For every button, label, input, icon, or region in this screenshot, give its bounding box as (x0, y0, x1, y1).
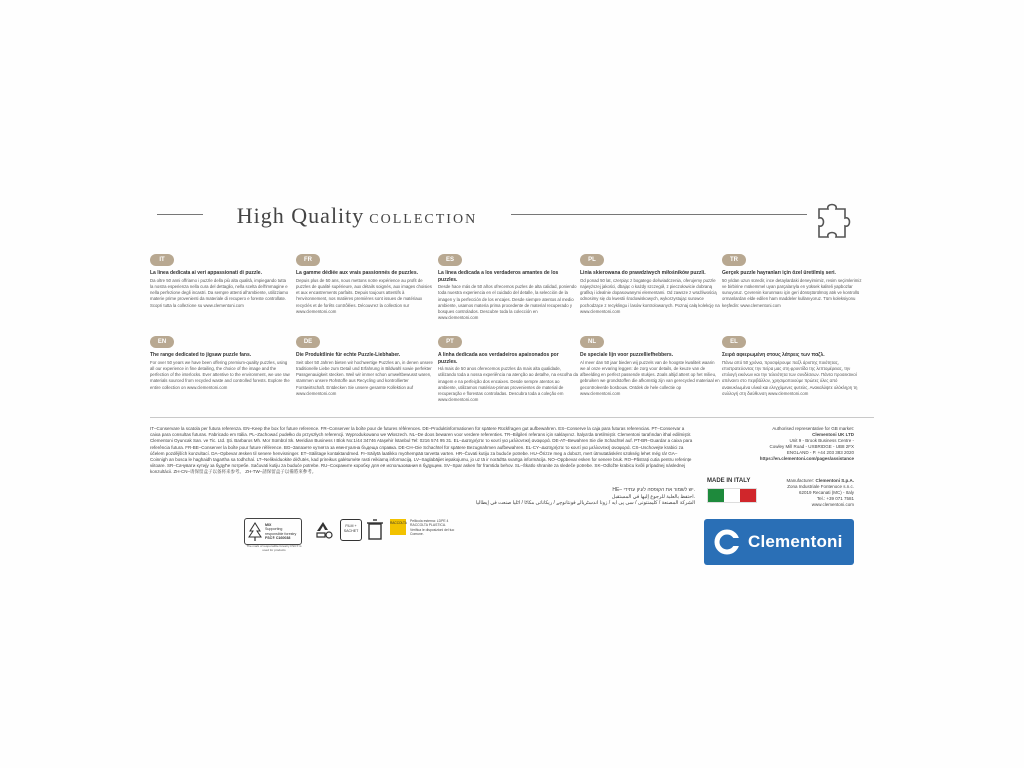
lang-title: A linha dedicada aos verdadeiros apaixonados por puzzles. (438, 352, 559, 365)
legal-ur: الشركة المصنعة / کلیمنتونی / سی پی ایه / زونا اندسٹریالے فونتانوچے / ریکاناتی مکاٹا / اٹلیا صنعت في إيطاليا (475, 500, 695, 506)
logo-text: Clementoni (748, 532, 843, 551)
gb-representative (700, 426, 854, 462)
lang-block-it (150, 248, 290, 309)
lang-title: Σειρά αφιερωμένη στους λάτρεις των παζλ. (722, 352, 825, 358)
legal-ar: احتفظ بالعلبة للرجوع إليها في المستقبل. (611, 493, 695, 500)
made-in-label: MADE IN ITALY (707, 478, 751, 484)
manu-url: www.clementoni.com (811, 502, 854, 507)
lang-badge: ES (438, 254, 462, 266)
legal-notice: IT–Conservare la scatola per futura referenza. EN–Keep the box for future reference. FR–Conserver la boîte pour de futures références. DE–Produktinformationen für spätere Rückfragen gut aufbewahren. ES–Conserve la caja para futuras referencias. PT–Conservar a caixa para consultas futuras. Fabricado em Itália. PL–Zachować pudełko do przyszłych referencji. Wyprodukowano we Włoszech. NL–De doos bewaren voor verdere referenties. TR–Bilgileri referans için saklayınız. İtalya'da üretilmiştir. Clementoni tarafından ithal edilmiştir. Clementoni Oyuncak San. ve Tic. Ltd. Şti. Barbaros Mh. Mor Sümbül Sk. Meridian Business I Blok No:1/44 34746 Ataşehir İstanbul Tel: 0216 574 95 31. EL–Διατηρήστε το κουτί για μελλοντική αναφορά. DE-AT–Bewahren Sie die Schachtel auf. PT-BR–Guardar a caixa para referência futura. FR-BE–Conserver la boîte pour future référence. BG–Запазете кутията за евентуална бъдеща справка. DE-CH–Die Schachtel für spätere Bezugnahmen aufbewahren. EL-CY–Διατηρήστε το κουτί για μελλοντική αναφορά. CS–Uschovejte krabici za účelem pozdějších konzultací. DA–Opbevar æsken til senere henvisninger. ET–Säilitage kontaktandmed. FI–Säilytä laatikko myöhempää tarvetta varten. HR–Čuvati kutiju za buduće potrebe. HU–Őrizze meg a dobozt, mert útmutatásként szükség lehet még rá! GA–Coinnigh an bosca le haghaidh tagartha sa todhchaí. LT–Nelikviduokite dėžutės, kad prireikus galėtumėte rasti reikiamą informaciją. LV–Saglabājiet iepakojumu, jo uz tā ir norādīta svarīga informācija. NO–Oppbevar esken for senere bruk. RO–Păstrați cutia pentru referințe viitoare. SR–Сачувати кутију за будуће потребе. Sačuvati kutiju za buduće potrebe. RU–Сохраните коробку для её использования в будущем. SV–Spar asken för framtida behov. SL–Škatlo shranite za sledeče potrebe. SK–Odložte krabicu kvôli prípadnej následnej konzultácii. ZH-CN–请保留盒子以备将来参考。 ZH-TW–請保留盒子以備將來參考。 (150, 426, 693, 475)
raccolta-note: Pellicola esterna: LDPE 4 RACCOLTA PLASTICA. Verifica le disposizioni del tuo Comune. (410, 519, 455, 536)
lang-block-fr (296, 248, 436, 315)
lang-title: De speciale lijn voor puzzelliefhebbers. (580, 352, 674, 358)
rep-line: Cowley Mill Road - UXBRIDGE - UB8 2FX (769, 444, 854, 449)
lang-body: Seit über 50 Jahren bieten wir hochwertige Puzzles an, in denen unsere traditionelle Liebe zum Detail und Erfahrung in Bildwahl sowie perfekter Passgenauigkeit stecken. Weil wir immer schon umweltbewusst waren, stammen unsere Rohstoffe aus Recycling und kontrollierter Forstwirtschaft. Entdecken Sie unsere gesamte Kollektion auf www.clementoni.com (296, 359, 433, 396)
lang-badge: FR (296, 254, 320, 266)
lang-title: La línea dedicada a los verdaderos amantes de los puzzles. (438, 270, 559, 283)
manu-line: Zona Industriale Fontenoce s.n.c. (787, 484, 854, 489)
lang-block-es (438, 248, 578, 322)
clementoni-logo (704, 519, 854, 565)
lang-badge: DE (296, 336, 320, 348)
fsc-tree-icon (248, 522, 262, 542)
lang-title: Die Produktlinie für echte Puzzle-Liebhaber. (296, 352, 401, 358)
collection-title (209, 203, 505, 229)
lang-title: Linia skierowana do prawdziwych miłośników puzzli. (580, 270, 706, 276)
section-divider (150, 417, 874, 418)
fsc-label (244, 518, 302, 545)
film-sachet-label: FILM + SACHET (340, 519, 362, 541)
header-rule-left (157, 214, 203, 215)
puzzle-piece-icon (814, 199, 854, 243)
lang-title: La gamme dédiée aux vrais passionnés de puzzles. (296, 270, 418, 276)
lang-block-pt (438, 330, 578, 404)
lang-body: Da oltre 50 anni offriamo i puzzle della più alta qualità, impiegando tutta la nostra esperienza nella cura del dettaglio, nella scelta dell'immagine e nella perfezione degli incastri. Da sempre attenti all'ambiente, utilizziamo materie prime provenienti da materiale di recupero e foreste controllate. Scopri tutta la collezione su www.clementoni.com (150, 277, 289, 308)
rep-line: Unit 9 - Brook Business Centre - (789, 438, 854, 443)
lang-body: Há mais de 50 anos oferecemos puzzles da mais alta qualidade, utilizando toda a nossa experiência na atenção ao detalhe, na escolha da imagem e na perfeição dos encaixes. Desde sempre atentos ao ambiente, utilizamos matérias-primas provenientes de material de recuperação e florestas controladas. Descubra toda a coleção em www.clementoni.com (438, 366, 578, 403)
lang-title: La linea dedicata ai veri appassionati di puzzle. (150, 270, 262, 276)
lang-block-pl (580, 248, 720, 315)
lang-block-de (296, 330, 436, 397)
fsc-note: The mark of responsible forestry FSC® is used for products (246, 544, 302, 552)
rep-line: ENGLAND - P. +44 203 383 2020 (786, 450, 854, 455)
raccolta-label: RACCOLTA (390, 519, 406, 535)
lang-body: 50 yıldan uzun süredir, ince detaylardaki deneyimimiz, resim seçimlerimiz ve birbirine mükemmel uyan parçalarıyla en yüksek kaliteli yapbozlar sunuyoruz. Çevrenin korunması için geri dönüştürülmüş atık ve kontrollü ormanlardan elde edilen ham maddeler kullanıyoruz. Tüm koleksiyonu keşfedin: www.clementoni.com (722, 277, 862, 308)
lang-badge: EL (722, 336, 746, 348)
lang-badge: PL (580, 254, 604, 266)
lang-body: Desde hace más de 50 años ofrecemos puzles de alta calidad, poniendo toda nuestra experiencia en el cuidado del detalle, la selección de la imagen y la perfección de los encajes. Desde siempre atentos al medio ambiente, usamos materia prima procedente de material recuperado y bosques controlados. Descubre toda la colección en www.clementoni.com (438, 284, 577, 321)
legal-notice-rtl (470, 487, 695, 507)
manufacturer (760, 478, 854, 508)
lang-badge: PT (438, 336, 462, 348)
lang-body: Depuis plus de 50 ans, nous mettons notre expérience au profit de puzzles de qualité supérieure, aux détails soignés, aux images choisies et aux encastrements parfaits. Depuis toujours attentifs à l'environnement, nos matières premières sont issues de matériaux recyclés et de forêts contrôlées. Découvrez la collection sur www.clementoni.com (296, 277, 432, 314)
lang-block-el (722, 330, 862, 397)
header-rule-right (511, 214, 807, 215)
lang-badge: NL (580, 336, 604, 348)
title-big: High Quality (236, 203, 365, 228)
manu-line: Tel.: +39 071 7581 (816, 496, 854, 501)
lang-badge: EN (150, 336, 174, 348)
clementoni-mark-icon (714, 529, 744, 555)
lang-badge: TR (722, 254, 746, 266)
manu-heading: Manufacturer: Clementoni S.p.A. (786, 478, 854, 483)
lang-title: Gerçek puzzle hayranları için özel üretilmiş seri. (722, 270, 836, 276)
lang-block-nl (580, 330, 720, 397)
rep-heading: Authorised representative for GB market: (772, 426, 854, 431)
manu-line: 62019 Recanati (MC) - Italy (798, 490, 854, 495)
lang-body: Πάνω από 50 χρόνια, προσφέρουμε παζλ άριστης ποιότητας, επιστρατεύοντας την πείρα μας στη φροντίδα της λεπτομέρειας, την επιλογή εικόνων και την τελειότητα των συνδέσεων. Πάντα προσεκτικοί απέναντι στο περιβάλλον, χρησιμοποιούμε πρώτες ύλες από ανακυκλωμένα υλικά και ελεγχόμενες φυτείες. Ανακαλύψτε ολόκληρη τη συλλογή στη διεύθυνση www.clementoni.com (722, 359, 858, 396)
rep-name: Clementoni UK LTD (812, 432, 854, 437)
waste-bin-icon (366, 519, 384, 541)
lang-body: Al meer dan 50 jaar bieden wij puzzels van de hoogste kwaliteit waarin we al onze ervaring leggen: de zorg voor details, de keuze van de afbeelding en perfect passende stukjes. Zoals altijd attent op het milieu, gebruiken we grondstoffen die afkomstig zijn van gerecycled materiaal en gecontroleerde bosbouw. Ontdek de hele collectie op www.clementoni.com (580, 359, 720, 396)
italy-flag-icon (707, 488, 757, 503)
rep-url: https://en.clementoni.com/pages/assistance (759, 456, 854, 461)
lang-block-tr (722, 248, 862, 309)
lang-body: For over 50 years we have been offering premium-quality puzzles, using all our experience in fine detailing, the choice of the image and the perfection of the interlocks. Ever attentive to the environment, we use raw materials sourced from recycled waste and controlled forests. Explore the entire collection on www.clementoni.com (150, 359, 290, 390)
lang-badge: IT (150, 254, 174, 266)
fsc-text: MIX Supporting responsible forestry FSC® C160038 (265, 522, 297, 540)
lang-body: Od ponad 50 lat, czerpiąc z bogatego doświadczenia, oferujemy puzzle najwyższej jakości, dbając o każdy szczegół, z pieczołowicie dobraną grafiką i idealnie dopasowanymi elementami. Od zawsze z wrażliwością odnosimy się do kwestii środowiskowych, wykorzystując surowce pochodzące z recyklingu i lasów kontrolowanych. Poznaj całą kolekcję na www.clementoni.com (580, 277, 720, 314)
recycle-icon (312, 519, 334, 541)
lang-block-en (150, 330, 290, 391)
lang-title: The range dedicated to jigsaw puzzle fans. (150, 352, 252, 358)
title-small: COLLECTION (369, 212, 478, 227)
legal-he: HE– יש לשמור את הקופסה לעיון עתידי. (612, 487, 695, 493)
